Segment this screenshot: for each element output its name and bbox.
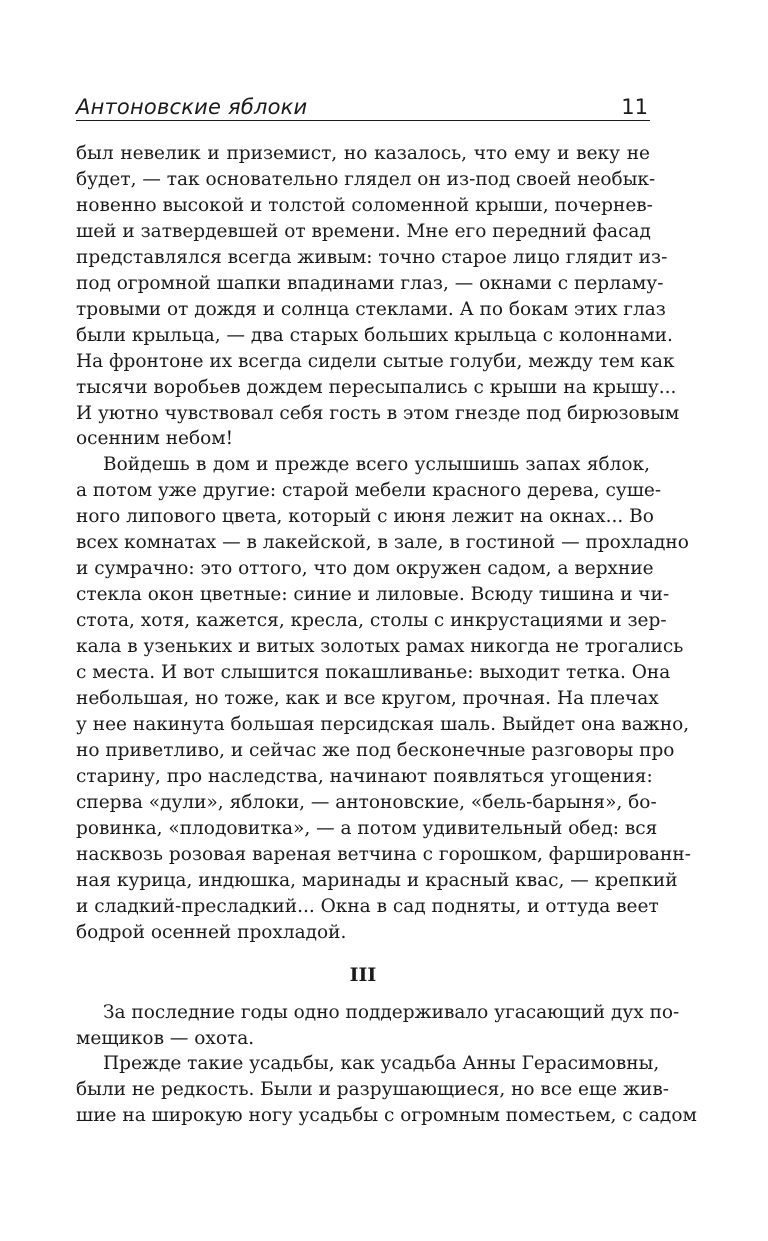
text-line: у нее накинута большая персидская шаль. Выйдет она важно, [76,713,690,735]
text-line: тровыми от дождя и солнца стеклами. А по бокам этих глаз [76,298,666,320]
text-line: всех комнатах — в лакейской, в зале, в гостиной — прохладно [76,532,689,554]
text-line: небольшая, но тоже, как и все кругом, прочная. На плечах [76,688,659,710]
text-line: будет, — так основательно глядел он из-под своей необык- [76,168,656,190]
text-line: За последние годы одно поддерживало угасающий дух по- [103,1001,680,1023]
text-line: мещиков — охота. [76,1027,255,1049]
body-text [76,141,697,1129]
text-line: осенним небом! [76,428,234,450]
book-page [76,88,697,1129]
text-line: ровинка, «плодовитка», — а потом удивительный обед: вся [76,817,658,839]
text-line: представлялся всегда живым: точно старое лицо глядит из- [76,246,668,268]
text-line: Прежде такие усадьбы, как усадьба Анны Герасимовны, [103,1053,660,1075]
text-line: были не редкость. Были и разрушающиеся, но все еще жив- [76,1079,670,1101]
text-line: бодрой осенней прохладой. [76,921,347,943]
text-line: Войдешь в дом и прежде всего услышишь запах яблок, [103,454,650,476]
text-line: но приветливо, и сейчас же под бесконечные разговоры про [76,739,675,761]
text-line: насквозь розовая вареная ветчина с горошком, фаршированн- [76,843,691,865]
text-line: сперва «дули», яблоки, — антоновские, «бель-барыня», бо- [76,791,657,813]
text-line: с места. И вот слышится покашливанье: выходит тетка. Она [76,662,671,684]
text-line: под огромной шапки впадинами глаз, — окнами с перламу- [76,272,664,294]
text-line: старину, про наследства, начинают появляться угощения: [76,765,653,787]
section-heading: III [349,963,377,986]
text-line: На фронтоне их всегда сидели сытые голуби, между тем как [76,350,675,372]
paragraph-1 [76,141,680,452]
text-line: а потом уже другие: старой мебели красного дерева, суше- [76,480,662,502]
paragraph-2 [76,452,691,945]
text-line: и сладкий-пресладкий... Окна в сад подняты, и оттуда веет [76,895,659,917]
paragraph-4 [76,1051,697,1129]
text-line: ного липового цвета, который с июня лежит на окнах... Во [76,506,654,528]
text-line: шей и затвердевшей от времени. Мне его передний фасад [76,220,651,242]
text-line: кала в узеньких и витых золотых рамах никогда не трогались [76,636,684,658]
text-line: был невелик и приземист, но казалось, что ему и веку не [76,143,650,164]
text-line: стота, хотя, кажется, кресла, столы с инкрустациями и зер- [76,610,667,632]
page-number: 11 [621,95,648,119]
text-line: шие на широкую ногу усадьбы с огромным поместьем, с садом [76,1105,697,1127]
text-line: стекла окон цветные: синие и лиловые. Всюду тишина и чи- [76,584,670,606]
text-line: и сумрачно: это оттого, что дом окружен садом, а верхние [76,558,654,580]
page-header [76,88,650,121]
text-line: тысячи воробьев дождем пересыпались с крыши на крышу... [76,376,677,398]
text-line: новенно высокой и толстой соломенной крыши, почернев- [76,194,653,216]
text-line: ная курица, индюшка, маринады и красный квас, — крепкий [76,869,678,891]
text-line: И уютно чувствовал себя гость в этом гнезде под бирюзовым [76,402,680,424]
text-line: были крыльца, — два старых больших крыльца с колоннами. [76,324,673,346]
running-title: Антоновские яблоки [76,95,308,119]
paragraph-3 [76,1000,680,1052]
